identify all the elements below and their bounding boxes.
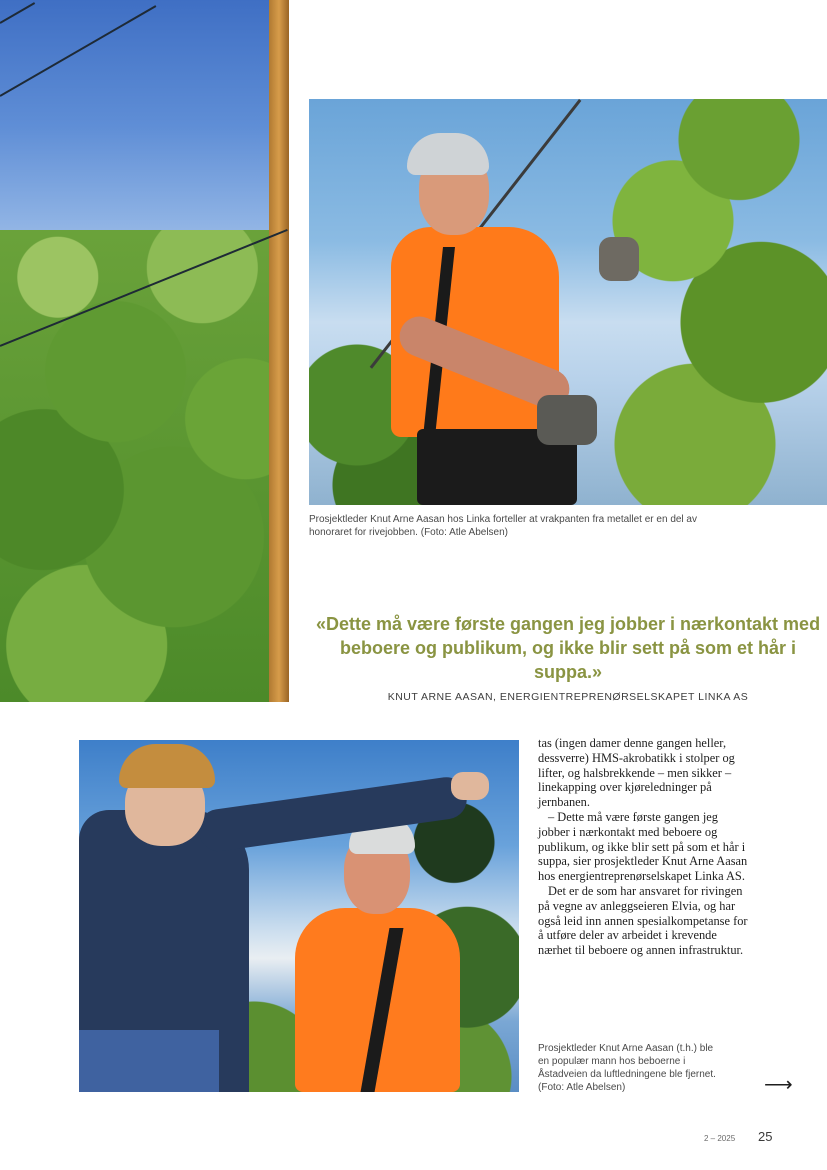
issue-label: 2 – 2025 (704, 1134, 736, 1143)
power-line (0, 2, 35, 24)
cap (119, 744, 215, 788)
work-glove (537, 395, 597, 445)
body-paragraph: tas (ingen damer denne gangen heller, dessverre) HMS-akrobatikk i stolper og lifter, og halsbrekkende – men sikker – linekapping over kjøreledninger på jernbanen. (538, 736, 735, 810)
utility-pole (269, 0, 289, 702)
jeans (79, 1030, 219, 1092)
work-glove (599, 237, 639, 281)
body-paragraph: – Dette må være første gangen jeg jobber i nærkontakt med beboere og publikum, og ikke blir sett på som et hår i suppa, sier prosjektleder Knut Arne Aasan hos energientreprenørselskapet Linka AS. (538, 809, 748, 884)
article-body (538, 736, 752, 958)
safety-helmet (407, 133, 489, 175)
left-photo-lineman (0, 0, 289, 702)
bottom-photo-residents (79, 740, 519, 1092)
page-number: 25 (758, 1129, 773, 1144)
orange-work-shirt (295, 908, 460, 1092)
birch-foliage (0, 230, 289, 702)
pointing-hand (451, 772, 489, 800)
body-paragraph: Det er de som har ansvaret for rivingen på vegne av anleggseieren Elvia, og har også leid inn annen spesialkompetanse for å utføre deler av arbeidet i krevende nærhet til beboere og annen infrastruktur. (538, 883, 748, 958)
top-photo-project-leader (309, 99, 827, 505)
arrow-right-icon[interactable]: ⟶ (764, 1074, 793, 1096)
trees-right (607, 99, 827, 505)
power-line (0, 5, 156, 97)
pull-quote-attribution: KNUT ARNE AASAN, ENERGIENTREPRENØRSELSKAPET LINKA AS (387, 691, 749, 703)
bottom-photo-caption: Prosjektleder Knut Arne Aasan (t.h.) ble en populær mann hos beboerne i Åstadveien da luftledningene ble fjernet. (Foto: Atle Abelsen) (538, 1043, 716, 1093)
top-photo-caption: Prosjektleder Knut Arne Aasan hos Linka forteller at vrakpanten fra metallet er en del av honoraret for rivejobben. (Foto: Atle Abelsen) (309, 514, 697, 538)
pull-quote: «Dette må være første gangen jeg jobber i nærkontakt med beboere og publikum, og ikke blir sett på som et hår i suppa.» (315, 614, 821, 682)
